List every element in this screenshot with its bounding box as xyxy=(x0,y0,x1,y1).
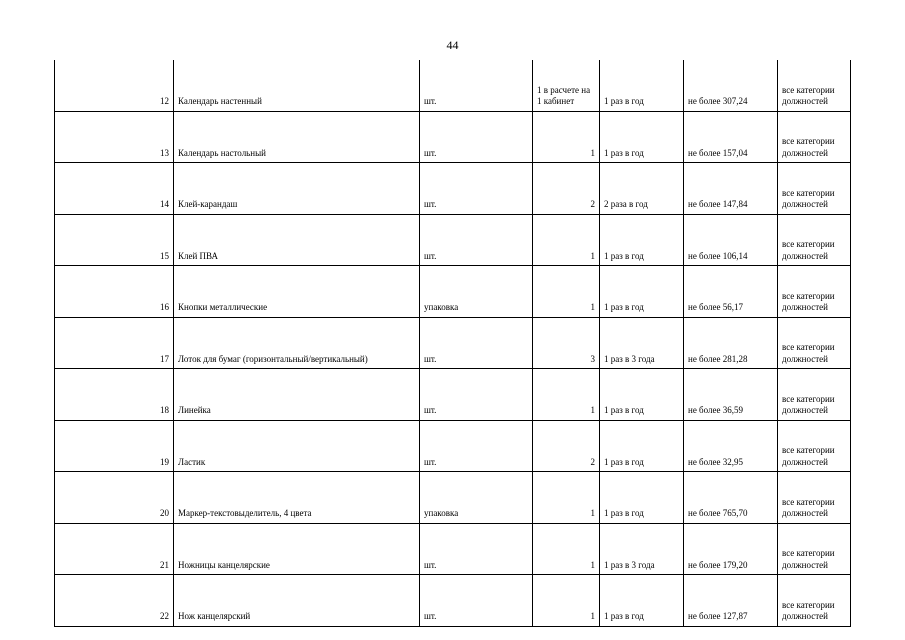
frequency-cell: 1 раз в год xyxy=(600,472,684,524)
item-name-cell: Клей ПВА xyxy=(174,214,420,266)
quantity-cell: 1 xyxy=(533,214,600,266)
price-cell: не более 281,28 xyxy=(684,317,778,369)
frequency-cell: 1 раз в 3 года xyxy=(600,523,684,575)
quantity-cell: 1 xyxy=(533,111,600,163)
goods-table-body xyxy=(55,60,851,626)
unit-cell: шт. xyxy=(420,369,533,421)
category-cell: все категории должностей xyxy=(778,60,851,111)
quantity-cell: 1 xyxy=(533,369,600,421)
category-cell: все категории должностей xyxy=(778,369,851,421)
table-row xyxy=(55,214,851,266)
price-cell: не более 56,17 xyxy=(684,266,778,318)
unit-cell: упаковка xyxy=(420,472,533,524)
category-cell: все категории должностей xyxy=(778,266,851,318)
quantity-cell: 2 xyxy=(533,163,600,215)
item-name-cell: Ножницы канцелярские xyxy=(174,523,420,575)
frequency-cell: 1 раз в 3 года xyxy=(600,317,684,369)
quantity-cell: 1 в расчете на 1 кабинет xyxy=(533,60,600,111)
table-row xyxy=(55,111,851,163)
quantity-cell: 1 xyxy=(533,575,600,627)
category-cell: все категории должностей xyxy=(778,472,851,524)
quantity-cell: 1 xyxy=(533,523,600,575)
table-row xyxy=(55,60,851,111)
item-name-cell: Клей-карандаш xyxy=(174,163,420,215)
table-row xyxy=(55,523,851,575)
row-number-cell: 20 xyxy=(55,472,174,524)
price-cell: не более 147,84 xyxy=(684,163,778,215)
row-number-cell: 18 xyxy=(55,369,174,421)
category-cell: все категории должностей xyxy=(778,523,851,575)
frequency-cell: 1 раз в год xyxy=(600,60,684,111)
frequency-cell: 2 раза в год xyxy=(600,163,684,215)
row-number-cell: 17 xyxy=(55,317,174,369)
category-cell: все категории должностей xyxy=(778,317,851,369)
price-cell: не более 179,20 xyxy=(684,523,778,575)
price-cell: не более 32,95 xyxy=(684,420,778,472)
category-cell: все категории должностей xyxy=(778,214,851,266)
category-cell: все категории должностей xyxy=(778,163,851,215)
quantity-cell: 1 xyxy=(533,266,600,318)
table-row xyxy=(55,369,851,421)
row-number-cell: 15 xyxy=(55,214,174,266)
table-row xyxy=(55,472,851,524)
item-name-cell: Кнопки металлические xyxy=(174,266,420,318)
category-cell: все категории должностей xyxy=(778,420,851,472)
price-cell: не более 307,24 xyxy=(684,60,778,111)
category-cell: все категории должностей xyxy=(778,111,851,163)
page-number: 44 xyxy=(446,38,459,52)
item-name-cell: Маркер-текстовыделитель, 4 цвета xyxy=(174,472,420,524)
unit-cell: шт. xyxy=(420,317,533,369)
row-number-cell: 22 xyxy=(55,575,174,627)
price-cell: не более 106,14 xyxy=(684,214,778,266)
unit-cell: шт. xyxy=(420,111,533,163)
row-number-cell: 13 xyxy=(55,111,174,163)
item-name-cell: Календарь настенный xyxy=(174,60,420,111)
unit-cell: шт. xyxy=(420,214,533,266)
row-number-cell: 12 xyxy=(55,60,174,111)
frequency-cell: 1 раз в год xyxy=(600,369,684,421)
quantity-cell: 1 xyxy=(533,472,600,524)
row-number-cell: 21 xyxy=(55,523,174,575)
category-cell: все категории должностей xyxy=(778,575,851,627)
goods-table xyxy=(54,60,851,627)
quantity-cell: 3 xyxy=(533,317,600,369)
row-number-cell: 14 xyxy=(55,163,174,215)
table-row xyxy=(55,317,851,369)
unit-cell: упаковка xyxy=(420,266,533,318)
frequency-cell: 1 раз в год xyxy=(600,214,684,266)
table-row xyxy=(55,575,851,627)
row-number-cell: 16 xyxy=(55,266,174,318)
price-cell: не более 157,04 xyxy=(684,111,778,163)
price-cell: не более 36,59 xyxy=(684,369,778,421)
frequency-cell: 1 раз в год xyxy=(600,266,684,318)
frequency-cell: 1 раз в год xyxy=(600,420,684,472)
unit-cell: шт. xyxy=(420,60,533,111)
item-name-cell: Нож канцелярский xyxy=(174,575,420,627)
price-cell: не более 765,70 xyxy=(684,472,778,524)
item-name-cell: Календарь настольный xyxy=(174,111,420,163)
item-name-cell: Линейка xyxy=(174,369,420,421)
table-row xyxy=(55,420,851,472)
unit-cell: шт. xyxy=(420,575,533,627)
frequency-cell: 1 раз в год xyxy=(600,111,684,163)
price-cell: не более 127,87 xyxy=(684,575,778,627)
table-row xyxy=(55,266,851,318)
quantity-cell: 2 xyxy=(533,420,600,472)
unit-cell: шт. xyxy=(420,523,533,575)
item-name-cell: Лоток для бумаг (горизонтальный/вертикальный) xyxy=(174,317,420,369)
row-number-cell: 19 xyxy=(55,420,174,472)
table-row xyxy=(55,163,851,215)
item-name-cell: Ластик xyxy=(174,420,420,472)
unit-cell: шт. xyxy=(420,163,533,215)
unit-cell: шт. xyxy=(420,420,533,472)
frequency-cell: 1 раз в год xyxy=(600,575,684,627)
